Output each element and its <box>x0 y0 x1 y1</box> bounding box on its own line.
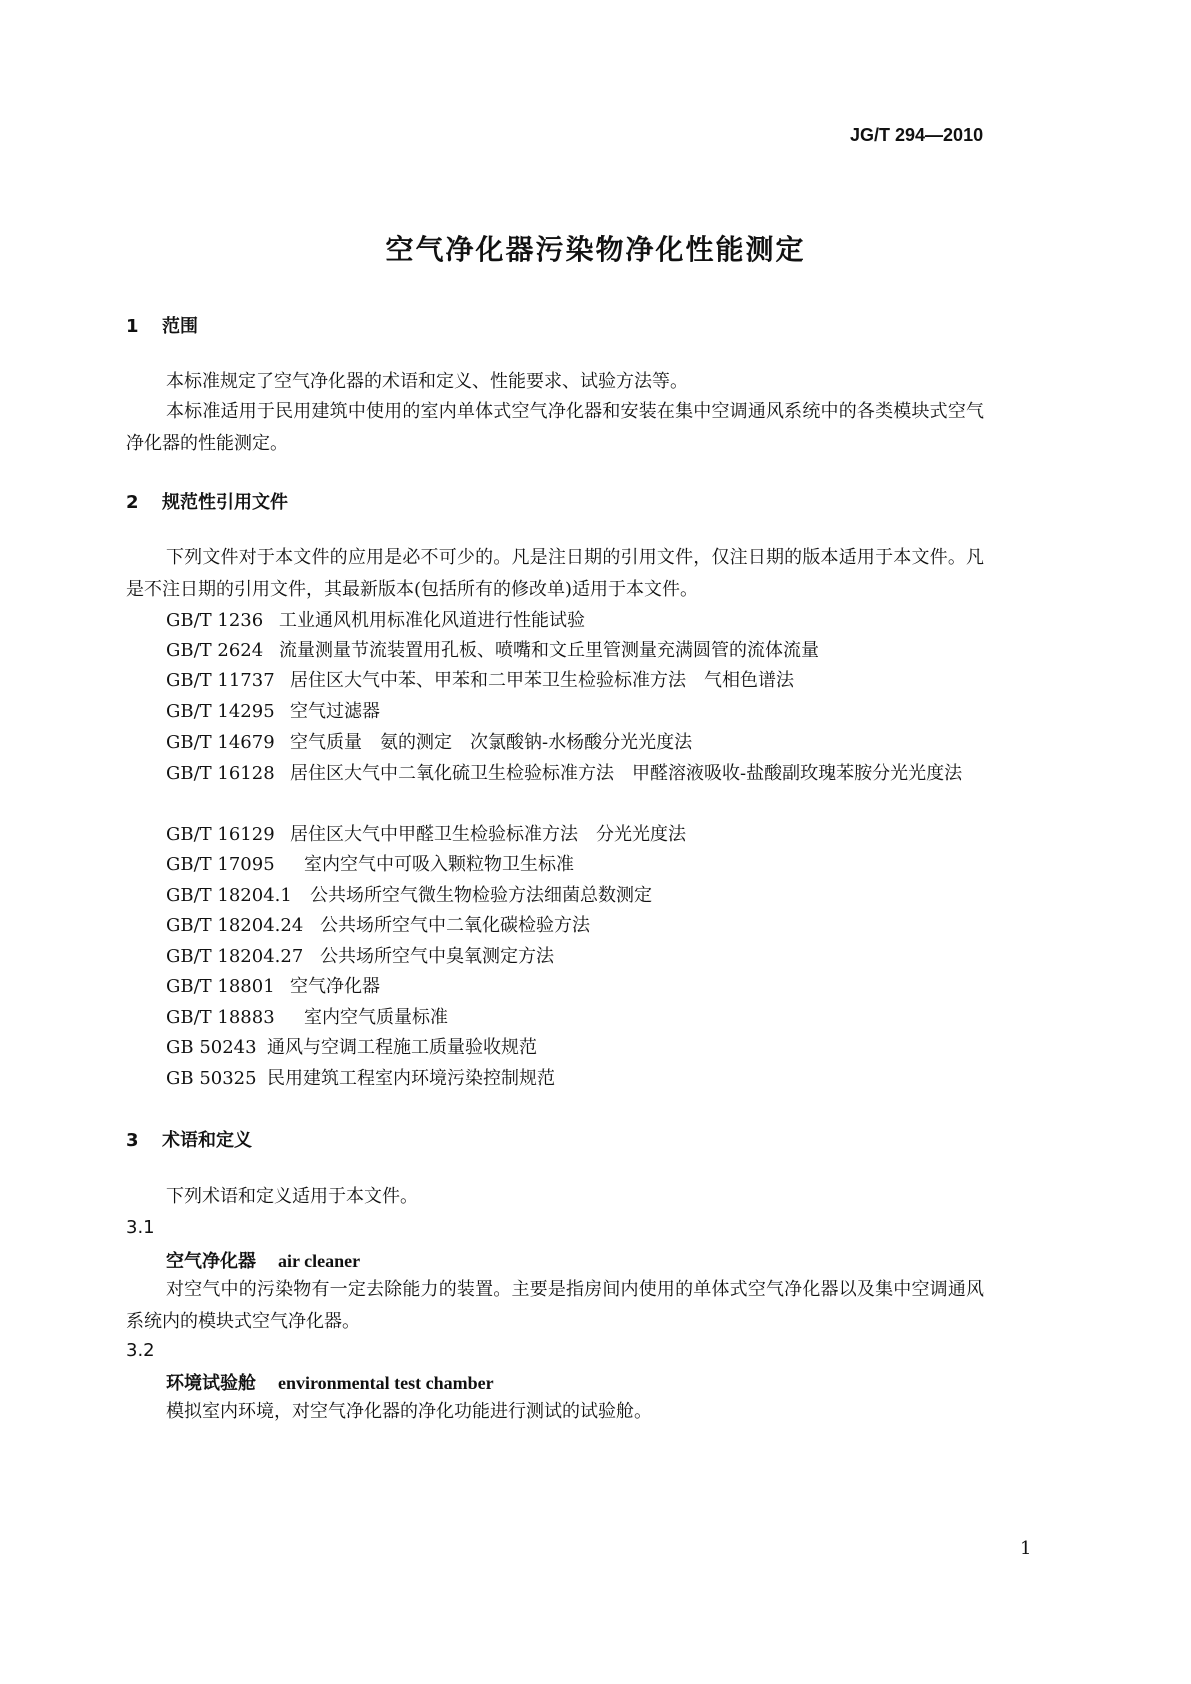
reference-item: GB/T 18204.27 公共场所空气中臭氧测定方法 <box>166 946 554 967</box>
reference-item: GB/T 16129 居住区大气中甲醛卫生检验标准方法 分光光度法 <box>166 824 686 845</box>
section-1-paragraph-2: 本标准适用于民用建筑中使用的室内单体式空气净化器和安装在集中空调通风系统中的各类模块式空气净化器的性能测定。 <box>126 401 984 454</box>
reference-item: GB/T 2624 流量测量节流装置用孔板、喷嘴和文丘里管测量充满圆管的流体流量 <box>166 640 819 661</box>
section-title: 规范性引用文件 <box>162 492 288 513</box>
section-3-intro: 下列术语和定义适用于本文件。 <box>166 1186 418 1207</box>
term-number: 3.1 <box>126 1217 155 1238</box>
reference-item: GB/T 16128 居住区大气中二氧化硫卫生检验标准方法 甲醛溶液吸收-盐酸副玫瑰苯胺分光光度法 <box>166 763 963 784</box>
term-english: environmental test chamber <box>278 1373 494 1393</box>
term-english: air cleaner <box>278 1251 361 1271</box>
term-definition: 模拟室内环境，对空气净化器的净化功能进行测试的试验舱。 <box>166 1401 652 1422</box>
section-2-intro: 下列文件对于本文件的应用是必不可少的。凡是注日期的引用文件，仅注日期的版本适用于本文件。凡是不注日期的引用文件，其最新版本(包括所有的修改单)适用于本文件。 <box>126 547 984 600</box>
reference-item: GB 50243 通风与空调工程施工质量验收规范 <box>166 1037 537 1058</box>
term-number: 3.2 <box>126 1340 155 1361</box>
document-title: 空气净化器污染物净化性能测定 <box>385 233 806 266</box>
section-1-paragraph-1: 本标准规定了空气净化器的术语和定义、性能要求、试验方法等。 <box>166 371 688 392</box>
section-3-heading <box>126 1126 252 1152</box>
term-definition: 对空气中的污染物有一定去除能力的装置。主要是指房间内使用的单体式空气净化器以及集中空调通风系统内的模块式空气净化器。 <box>126 1279 984 1332</box>
reference-item: GB 50325 民用建筑工程室内环境污染控制规范 <box>166 1068 555 1089</box>
term-heading <box>166 1369 494 1395</box>
section-1-heading <box>126 312 198 338</box>
reference-item: GB/T 14679 空气质量 氨的测定 次氯酸钠-水杨酸分光光度法 <box>166 732 693 753</box>
reference-item: GB/T 17095 室内空气中可吸入颗粒物卫生标准 <box>166 854 574 875</box>
section-number: 1 <box>126 316 139 337</box>
reference-item: GB/T 18204.24 公共场所空气中二氧化碳检验方法 <box>166 915 590 936</box>
section-title: 术语和定义 <box>162 1130 252 1151</box>
section-2-heading <box>126 488 288 514</box>
reference-item: GB/T 18801 空气净化器 <box>166 976 380 997</box>
reference-item: GB/T 14295 空气过滤器 <box>166 701 380 722</box>
term-chinese: 环境试验舱 <box>166 1373 256 1394</box>
reference-item: GB/T 1236 工业通风机用标准化风道进行性能试验 <box>166 610 585 631</box>
page-number: 1 <box>1020 1538 1032 1559</box>
section-number: 3 <box>126 1130 139 1151</box>
term-heading <box>166 1247 360 1273</box>
section-title: 范围 <box>162 316 198 337</box>
reference-item: GB/T 11737 居住区大气中苯、甲苯和二甲苯卫生检验标准方法 气相色谱法 <box>166 670 794 691</box>
standard-code: JG/T 294—2010 <box>850 125 984 145</box>
section-number: 2 <box>126 492 139 513</box>
reference-item: GB/T 18883 室内空气质量标准 <box>166 1007 448 1028</box>
term-chinese: 空气净化器 <box>166 1251 256 1272</box>
reference-item: GB/T 18204.1 公共场所空气微生物检验方法细菌总数测定 <box>166 885 652 906</box>
